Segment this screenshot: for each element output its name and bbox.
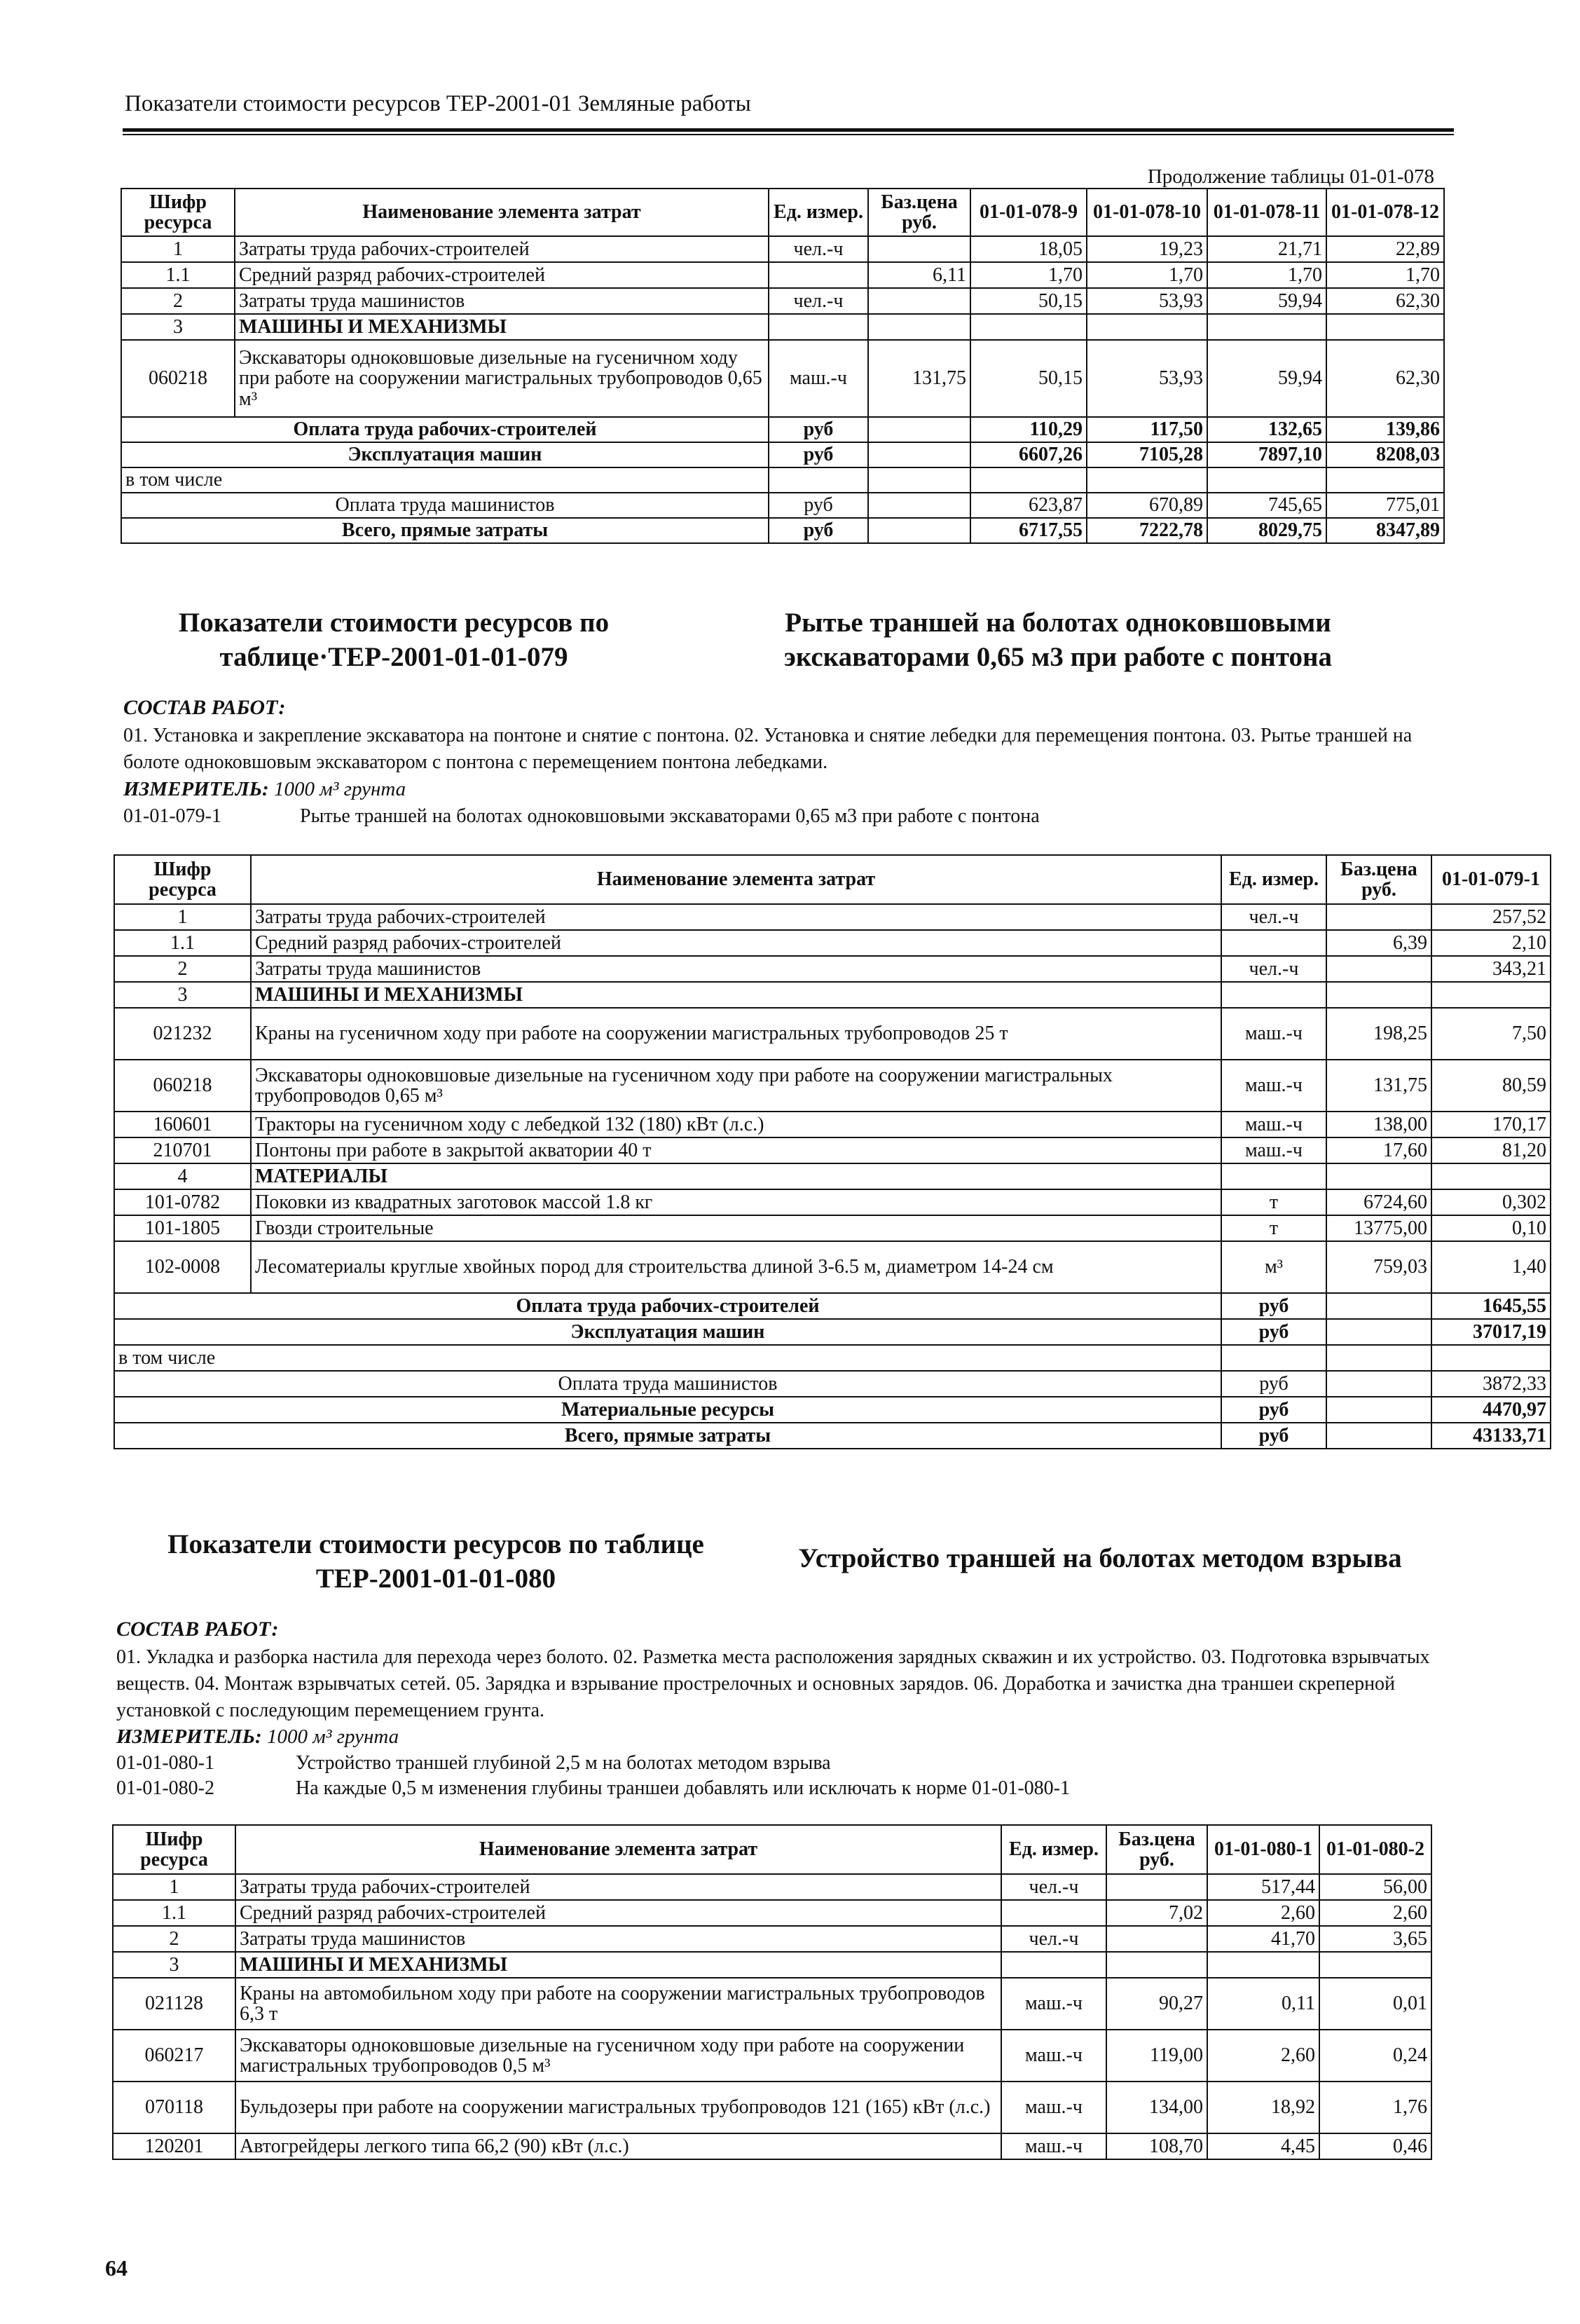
- column-header: Шифр ресурса: [114, 855, 251, 904]
- summary-unit: [769, 467, 868, 493]
- summary-label: Оплата труда рабочих-строителей: [114, 1293, 1221, 1319]
- cell-value: 108,70: [1106, 2133, 1207, 2159]
- cell-value: 257,52: [1431, 904, 1551, 930]
- section-title-079: Показатели стоимости ресурсов по таблице·ТЕР-2001-01-01-079: [178, 608, 610, 672]
- norm-description: Устройство траншей глубиной 2,5 м на болотах методом взрыва: [296, 1752, 831, 1774]
- cell-value: [970, 314, 1087, 340]
- cell-value: 134,00: [1106, 2082, 1207, 2133]
- cell-value: 62,30: [1326, 340, 1444, 417]
- summary-value: [868, 518, 970, 543]
- measurement-value: 1000 м³ грунта: [273, 778, 406, 800]
- column-header: 01-01-080-1: [1207, 1825, 1319, 1874]
- resource-code: 102-0008: [114, 1241, 251, 1293]
- cell-value: [1221, 982, 1326, 1008]
- cell-value: чел.-ч: [769, 236, 868, 262]
- summary-unit: руб: [1221, 1423, 1326, 1449]
- resource-code: 3: [113, 1952, 235, 1978]
- column-header: Баз.цена руб.: [1106, 1825, 1207, 1874]
- summary-value: 623,87: [970, 493, 1087, 518]
- summary-row: [121, 493, 1444, 518]
- summary-value: [1326, 1345, 1431, 1371]
- table-row: [114, 982, 1551, 1008]
- cost-element-name: Бульдозеры при работе на сооружении магистральных трубопроводов 121 (165) кВт (л.с.): [235, 2082, 1001, 2133]
- summary-row: [121, 467, 1444, 493]
- resource-code: 060218: [114, 1060, 251, 1112]
- cell-value: 22,89: [1326, 236, 1444, 262]
- cost-element-name: МАШИНЫ И МЕХАНИЗМЫ: [235, 314, 769, 340]
- table-row: [114, 1189, 1551, 1215]
- resource-code: 4: [114, 1163, 251, 1189]
- table-row: [121, 288, 1444, 314]
- cost-element-name: Тракторы на гусеничном ходу с лебедкой 132 (180) кВт (л.с.): [251, 1112, 1221, 1137]
- measurement-unit: [123, 778, 406, 801]
- summary-value: 7897,10: [1207, 442, 1326, 467]
- table-continuation-note: Продолжение таблицы 01-01-078: [1147, 165, 1434, 188]
- column-header: Ед. измер.: [1221, 855, 1326, 904]
- column-header: 01-01-078-11: [1207, 189, 1326, 236]
- cost-element-name: Затраты труда машинистов: [235, 288, 769, 314]
- cell-value: т: [1221, 1189, 1326, 1215]
- cell-value: маш.-ч: [1001, 2030, 1106, 2082]
- cell-value: т: [1221, 1215, 1326, 1241]
- summary-row: [114, 1423, 1551, 1449]
- cell-value: 0,302: [1431, 1189, 1551, 1215]
- table-row: [113, 1874, 1431, 1900]
- resource-code: 060218: [121, 340, 235, 417]
- summary-label: Оплата труда рабочих-строителей: [121, 417, 769, 442]
- summary-label: Эксплуатация машин: [121, 442, 769, 467]
- cell-value: [1319, 1952, 1431, 1978]
- cell-value: [1106, 1926, 1207, 1952]
- cell-value: 2,60: [1207, 1900, 1319, 1926]
- cell-value: 131,75: [868, 340, 970, 417]
- cell-value: 2,60: [1207, 2030, 1319, 2082]
- cell-value: 0,24: [1319, 2030, 1431, 2082]
- cost-element-name: Затраты труда рабочих-строителей: [235, 1874, 1001, 1900]
- cell-value: 19,23: [1087, 236, 1207, 262]
- summary-value: 1645,55: [1431, 1293, 1551, 1319]
- cell-value: [1326, 904, 1431, 930]
- summary-value: [1326, 1397, 1431, 1423]
- summary-unit: руб: [1221, 1293, 1326, 1319]
- cost-element-name: Затраты труда рабочих-строителей: [235, 236, 769, 262]
- table-header-row: [114, 855, 1551, 904]
- cell-value: [1431, 1163, 1551, 1189]
- cell-value: 53,93: [1087, 340, 1207, 417]
- resource-code: 120201: [113, 2133, 235, 2159]
- cell-value: [1001, 1952, 1106, 1978]
- summary-value: 775,01: [1326, 493, 1444, 518]
- cell-value: маш.-ч: [1221, 1137, 1326, 1163]
- resource-code: 3: [114, 982, 251, 1008]
- summary-label: Эксплуатация машин: [114, 1319, 1221, 1345]
- summary-label: в том числе: [121, 467, 769, 493]
- work-composition-label: СОСТАВ РАБОТ:: [116, 1618, 279, 1641]
- table-row: [114, 930, 1551, 956]
- table-row: [121, 314, 1444, 340]
- summary-label: Оплата труда машинистов: [114, 1371, 1221, 1397]
- cost-element-name: Краны на гусеничном ходу при работе на сооружении магистральных трубопроводов 25 т: [251, 1008, 1221, 1060]
- cost-element-name: Гвозди строительные: [251, 1215, 1221, 1241]
- summary-value: 7105,28: [1087, 442, 1207, 467]
- resource-code: 160601: [114, 1112, 251, 1137]
- cell-value: 517,44: [1207, 1874, 1319, 1900]
- summary-unit: руб: [1221, 1371, 1326, 1397]
- table-row: [113, 1952, 1431, 1978]
- cell-value: м³: [1221, 1241, 1326, 1293]
- cell-value: 6,39: [1326, 930, 1431, 956]
- resource-code: 060217: [113, 2030, 235, 2082]
- table-row: [113, 2030, 1431, 2082]
- summary-row: [121, 518, 1444, 543]
- summary-label: Материальные ресурсы: [114, 1397, 1221, 1423]
- table-row: [113, 2082, 1431, 2133]
- resource-code: 070118: [113, 2082, 235, 2133]
- cell-value: 6724,60: [1326, 1189, 1431, 1215]
- cost-element-name: Автогрейдеры легкого типа 66,2 (90) кВт (л.с.): [235, 2133, 1001, 2159]
- column-header: 01-01-079-1: [1431, 855, 1551, 904]
- summary-value: 745,65: [1207, 493, 1326, 518]
- cell-value: 0,11: [1207, 1978, 1319, 2030]
- table-row: [113, 2133, 1431, 2159]
- cell-value: 59,94: [1207, 340, 1326, 417]
- measurement-label: ИЗМЕРИТЕЛЬ:: [123, 778, 269, 800]
- cell-value: [769, 262, 868, 288]
- cost-element-name: Затраты труда машинистов: [251, 956, 1221, 982]
- section-subtitle-079: Рытье траншей на болотах одноковшовыми экскаваторами 0,65 м3 при работе с понтона: [784, 608, 1332, 672]
- cell-value: чел.-ч: [1001, 1874, 1106, 1900]
- summary-label: Всего, прямые затраты: [121, 518, 769, 543]
- cell-value: чел.-ч: [1221, 956, 1326, 982]
- norm-code: 01-01-080-2: [116, 1777, 214, 1799]
- cell-value: 198,25: [1326, 1008, 1431, 1060]
- column-header: Наименование элемента затрат: [235, 1825, 1001, 1874]
- column-header: Наименование элемента затрат: [251, 855, 1221, 904]
- table-row: [114, 1008, 1551, 1060]
- resource-code: 2: [121, 288, 235, 314]
- cell-value: [1431, 982, 1551, 1008]
- cell-value: маш.-ч: [1001, 2082, 1106, 2133]
- cell-value: маш.-ч: [1001, 1978, 1106, 2030]
- summary-value: [1326, 1423, 1431, 1449]
- cell-value: 13775,00: [1326, 1215, 1431, 1241]
- column-header: Шифр ресурса: [121, 189, 235, 236]
- cell-value: 50,15: [970, 288, 1087, 314]
- table-header-row: [121, 189, 1444, 236]
- cell-value: 0,01: [1319, 1978, 1431, 2030]
- summary-unit: руб: [1221, 1319, 1326, 1345]
- header-rule: [123, 128, 1454, 132]
- cell-value: 1,70: [1326, 262, 1444, 288]
- resource-code: 2: [114, 956, 251, 982]
- norm-description: Рытье траншей на болотах одноковшовыми экскаваторами 0,65 м3 при работе с понтона: [300, 805, 1040, 827]
- summary-value: [970, 467, 1087, 493]
- header-rule-thin: [123, 134, 1454, 135]
- summary-value: 132,65: [1207, 417, 1326, 442]
- summary-value: [868, 493, 970, 518]
- table-row: [113, 1978, 1431, 2030]
- table-row: [114, 956, 1551, 982]
- summary-row: [114, 1371, 1551, 1397]
- resource-code: 021232: [114, 1008, 251, 1060]
- cell-value: 17,60: [1326, 1137, 1431, 1163]
- resource-table-078: [121, 188, 1445, 544]
- summary-value: 6607,26: [970, 442, 1087, 467]
- column-header: 01-01-078-10: [1087, 189, 1207, 236]
- cell-value: 119,00: [1106, 2030, 1207, 2082]
- cell-value: 2,60: [1319, 1900, 1431, 1926]
- cost-element-name: Понтоны при работе в закрытой акватории 40 т: [251, 1137, 1221, 1163]
- cell-value: 3,65: [1319, 1926, 1431, 1952]
- resource-code: 3: [121, 314, 235, 340]
- table-row: [114, 904, 1551, 930]
- cell-value: 1,76: [1319, 2082, 1431, 2133]
- summary-unit: [1221, 1345, 1326, 1371]
- cell-value: 1,70: [1087, 262, 1207, 288]
- table-row: [114, 1137, 1551, 1163]
- cell-value: [1326, 314, 1444, 340]
- cell-value: 50,15: [970, 340, 1087, 417]
- summary-value: [1207, 467, 1326, 493]
- cell-value: [868, 288, 970, 314]
- summary-value: [1326, 1319, 1431, 1345]
- cost-element-name: Экскаваторы одноковшовые дизельные на гусеничном ходу при работе на сооружении магистральных трубопроводов 0,65 м³: [235, 340, 769, 417]
- table-row: [121, 340, 1444, 417]
- norm-code: 01-01-079-1: [123, 805, 221, 827]
- column-header: Баз.цена руб.: [868, 189, 970, 236]
- cost-element-name: Поковки из квадратных заготовок массой 1.8 кг: [251, 1189, 1221, 1215]
- cell-value: [1221, 930, 1326, 956]
- column-header: 01-01-078-9: [970, 189, 1087, 236]
- cell-value: 343,21: [1431, 956, 1551, 982]
- cell-value: [1207, 1952, 1319, 1978]
- cell-value: маш.-ч: [1221, 1112, 1326, 1137]
- cost-element-name: Затраты труда машинистов: [235, 1926, 1001, 1952]
- resource-code: 021128: [113, 1978, 235, 2030]
- summary-value: [1326, 1371, 1431, 1397]
- table-row: [113, 1926, 1431, 1952]
- column-header: Наименование элемента затрат: [235, 189, 769, 236]
- summary-value: 670,89: [1087, 493, 1207, 518]
- summary-value: [1326, 1293, 1431, 1319]
- measurement-value: 1000 м³ грунта: [266, 1725, 399, 1748]
- summary-value: 43133,71: [1431, 1423, 1551, 1449]
- table-row: [114, 1241, 1551, 1293]
- summary-value: 4470,97: [1431, 1397, 1551, 1423]
- measurement-label: ИЗМЕРИТЕЛЬ:: [116, 1725, 262, 1748]
- cost-element-name: Экскаваторы одноковшовые дизельные на гусеничном ходу при работе на сооружении магистральных трубопроводов 0,5 м³: [235, 2030, 1001, 2082]
- resource-code: 2: [113, 1926, 235, 1952]
- summary-row: [121, 442, 1444, 467]
- summary-row: [114, 1345, 1551, 1371]
- summary-value: 3872,33: [1431, 1371, 1551, 1397]
- table-row: [114, 1215, 1551, 1241]
- summary-label: в том числе: [114, 1345, 1221, 1371]
- summary-value: [1431, 1345, 1551, 1371]
- cell-value: маш.-ч: [1001, 2133, 1106, 2159]
- column-header: Баз.цена руб.: [1326, 855, 1431, 904]
- cell-value: [1106, 1952, 1207, 1978]
- resource-code: 1.1: [113, 1900, 235, 1926]
- section-title-080: Показатели стоимости ресурсов по таблице ТЕР-2001-01-01-080: [167, 1529, 704, 1594]
- cost-element-name: Средний разряд рабочих-строителей: [251, 930, 1221, 956]
- cell-value: [1001, 1900, 1106, 1926]
- cell-value: 90,27: [1106, 1978, 1207, 2030]
- summary-value: 139,86: [1326, 417, 1444, 442]
- table-row: [121, 262, 1444, 288]
- table-row: [114, 1060, 1551, 1112]
- cost-element-name: МАТЕРИАЛЫ: [251, 1163, 1221, 1189]
- summary-value: 8347,89: [1326, 518, 1444, 543]
- cost-element-name: Лесоматериалы круглые хвойных пород для строительства длиной 3-6.5 м, диаметром 14-24 см: [251, 1241, 1221, 1293]
- cell-value: [1207, 314, 1326, 340]
- cost-element-name: Краны на автомобильном ходу при работе на сооружении магистральных трубопроводов 6,3 т: [235, 1978, 1001, 2030]
- summary-value: 110,29: [970, 417, 1087, 442]
- resource-code: 101-0782: [114, 1189, 251, 1215]
- summary-unit: руб: [1221, 1397, 1326, 1423]
- summary-unit: руб: [769, 493, 868, 518]
- resource-code: 1.1: [114, 930, 251, 956]
- cell-value: чел.-ч: [1221, 904, 1326, 930]
- cell-value: 7,50: [1431, 1008, 1551, 1060]
- summary-label: Всего, прямые затраты: [114, 1423, 1221, 1449]
- cost-element-name: Затраты труда рабочих-строителей: [251, 904, 1221, 930]
- cell-value: 6,11: [868, 262, 970, 288]
- cost-element-name: Средний разряд рабочих-строителей: [235, 1900, 1001, 1926]
- cell-value: чел.-ч: [769, 288, 868, 314]
- cell-value: [1326, 982, 1431, 1008]
- cell-value: 81,20: [1431, 1137, 1551, 1163]
- cell-value: [868, 236, 970, 262]
- cell-value: [1221, 1163, 1326, 1189]
- summary-value: [1326, 467, 1444, 493]
- cost-element-name: МАШИНЫ И МЕХАНИЗМЫ: [235, 1952, 1001, 1978]
- cell-value: 2,10: [1431, 930, 1551, 956]
- resource-code: 210701: [114, 1137, 251, 1163]
- cell-value: 759,03: [1326, 1241, 1431, 1293]
- section-subtitle-080: Устройство траншей на болотах методом взрыва: [798, 1543, 1402, 1573]
- summary-row: [114, 1293, 1551, 1319]
- cell-value: 21,71: [1207, 236, 1326, 262]
- column-header: 01-01-080-2: [1319, 1825, 1431, 1874]
- cell-value: чел.-ч: [1001, 1926, 1106, 1952]
- cell-value: 131,75: [1326, 1060, 1431, 1112]
- resource-table-080: [112, 1824, 1432, 2160]
- summary-value: [868, 467, 970, 493]
- column-header: Ед. измер.: [769, 189, 868, 236]
- summary-unit: руб: [769, 417, 868, 442]
- summary-row: [114, 1319, 1551, 1345]
- work-composition-label: СОСТАВ РАБОТ:: [123, 696, 286, 719]
- work-composition-text: 01. Укладка и разборка настила для перехода через болото. 02. Разметка места расположения зарядных скважин и их устройство. 03. Подготовка взрывчатых веществ. 04. Монтаж взрывчатых сетей. 05. Зарядка и взрывание прострелочных и основных зарядов. 06. Доработка и зачистка дна траншеи скреперной установкой с последующим перемещением грунта.: [116, 1646, 1430, 1721]
- table-row: [114, 1112, 1551, 1137]
- cell-value: маш.-ч: [1221, 1008, 1326, 1060]
- cell-value: 59,94: [1207, 288, 1326, 314]
- summary-row: [121, 417, 1444, 442]
- summary-value: 117,50: [1087, 417, 1207, 442]
- cell-value: 56,00: [1319, 1874, 1431, 1900]
- cost-element-name: Средний разряд рабочих-строителей: [235, 262, 769, 288]
- norm-description: На каждые 0,5 м изменения глубины траншеи добавлять или исключать к норме 01-01-080-1: [296, 1777, 1071, 1799]
- cell-value: 138,00: [1326, 1112, 1431, 1137]
- cell-value: [1326, 1163, 1431, 1189]
- measurement-unit: [116, 1725, 399, 1749]
- cell-value: 80,59: [1431, 1060, 1551, 1112]
- table-row: [114, 1163, 1551, 1189]
- resource-code: 1: [121, 236, 235, 262]
- summary-unit: руб: [769, 442, 868, 467]
- summary-row: [114, 1397, 1551, 1423]
- cell-value: [868, 314, 970, 340]
- cell-value: [1106, 1874, 1207, 1900]
- cell-value: 7,02: [1106, 1900, 1207, 1926]
- cost-element-name: МАШИНЫ И МЕХАНИЗМЫ: [251, 982, 1221, 1008]
- cell-value: маш.-ч: [769, 340, 868, 417]
- resource-code: 1: [113, 1874, 235, 1900]
- column-header: Ед. измер.: [1001, 1825, 1106, 1874]
- work-composition-text: 01. Установка и закрепление экскаватора на понтоне и снятие с понтона. 02. Установка и снятие лебедки для перемещения понтона. 03. Рытье траншей на болоте одноковшовым экскаватором с понтона с перемещением понтона лебедками.: [123, 725, 1413, 773]
- cell-value: 41,70: [1207, 1926, 1319, 1952]
- cell-value: 4,45: [1207, 2133, 1319, 2159]
- summary-value: 37017,19: [1431, 1319, 1551, 1345]
- cell-value: 1,40: [1431, 1241, 1551, 1293]
- summary-value: [868, 442, 970, 467]
- cell-value: 62,30: [1326, 288, 1444, 314]
- page-header-title: Показатели стоимости ресурсов ТЕР-2001-01 Земляные работы: [125, 91, 751, 116]
- summary-unit: руб: [769, 518, 868, 543]
- summary-value: 7222,78: [1087, 518, 1207, 543]
- summary-value: [868, 417, 970, 442]
- cell-value: 0,46: [1319, 2133, 1431, 2159]
- cell-value: 0,10: [1431, 1215, 1551, 1241]
- cell-value: [1326, 956, 1431, 982]
- cell-value: [769, 314, 868, 340]
- resource-table-079: [114, 854, 1551, 1449]
- cell-value: маш.-ч: [1221, 1060, 1326, 1112]
- table-row: [121, 236, 1444, 262]
- summary-value: [1087, 467, 1207, 493]
- cell-value: [1087, 314, 1207, 340]
- cell-value: 18,05: [970, 236, 1087, 262]
- norm-code: 01-01-080-1: [116, 1752, 214, 1774]
- cell-value: 170,17: [1431, 1112, 1551, 1137]
- cost-element-name: Экскаваторы одноковшовые дизельные на гусеничном ходу при работе на сооружении магистральных трубопроводов 0,65 м³: [251, 1060, 1221, 1112]
- resource-code: 1: [114, 904, 251, 930]
- summary-label: Оплата труда машинистов: [121, 493, 769, 518]
- summary-value: 8029,75: [1207, 518, 1326, 543]
- cell-value: 1,70: [1207, 262, 1326, 288]
- resource-code: 1.1: [121, 262, 235, 288]
- summary-value: 6717,55: [970, 518, 1087, 543]
- table-header-row: [113, 1825, 1431, 1874]
- summary-value: 8208,03: [1326, 442, 1444, 467]
- cell-value: 53,93: [1087, 288, 1207, 314]
- cell-value: 18,92: [1207, 2082, 1319, 2133]
- table-row: [113, 1900, 1431, 1926]
- cell-value: 1,70: [970, 262, 1087, 288]
- page-number: 64: [105, 2255, 128, 2281]
- resource-code: 101-1805: [114, 1215, 251, 1241]
- column-header: Шифр ресурса: [113, 1825, 235, 1874]
- column-header: 01-01-078-12: [1326, 189, 1444, 236]
